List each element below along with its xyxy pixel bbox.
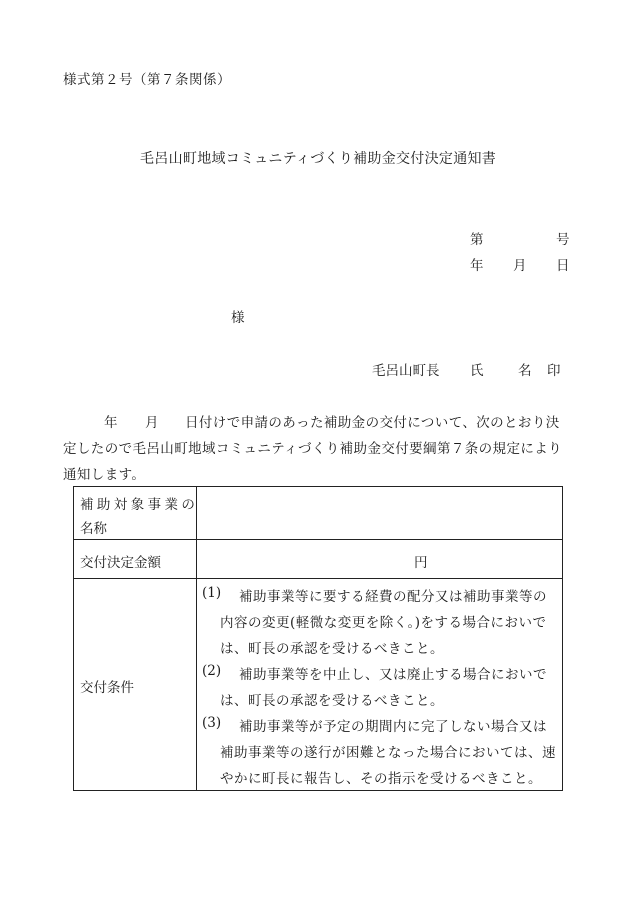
amount-unit: 円 bbox=[414, 555, 428, 571]
body-line-3: 通知します。 bbox=[63, 467, 146, 483]
condition-2-line-1: 補助事業等を中止し、又は廃止する場合においで bbox=[239, 667, 547, 683]
condition-1-number: (1) bbox=[202, 585, 222, 601]
condition-2-line-2: は、町長の承認を受けるべきこと。 bbox=[220, 693, 444, 709]
issuer-name-mei: 名 bbox=[518, 363, 532, 379]
condition-2-number: (2) bbox=[202, 663, 222, 679]
body-year: 年 bbox=[104, 415, 118, 431]
condition-3-line-3: やかに町長に報告し、その指示を受けるべきこと。 bbox=[220, 771, 542, 787]
condition-1-line-3: は、町長の承認を受けるべきこと。 bbox=[220, 641, 444, 657]
issuer-seal: 印 bbox=[547, 363, 561, 379]
grant-decision-table bbox=[73, 486, 563, 791]
body-line-2: 定したので毛呂山町地域コミュニティづくり補助金交付要綱第７条の規定により bbox=[63, 441, 563, 457]
issuer-name-shi: 氏 bbox=[470, 363, 484, 379]
issuer-title: 毛呂山町長 bbox=[372, 363, 440, 379]
condition-1-line-1: 補助事業等に要する経費の配分又は補助事業等の bbox=[239, 589, 547, 605]
condition-3-line-2: 補助事業等の遂行が困難となった場合においては、速 bbox=[220, 745, 556, 761]
table-row-conditions bbox=[74, 579, 562, 790]
project-name-label-line-2: 名称 bbox=[80, 521, 107, 537]
table-row-amount bbox=[74, 540, 562, 579]
condition-3-line-1: 補助事業等が予定の期間内に完了しない場合又は bbox=[239, 719, 547, 735]
body-month: 月 bbox=[145, 415, 159, 431]
addressee-honorific: 様 bbox=[231, 310, 245, 326]
body-line-1: 日付けで申請のあった補助金の交付について、次のとおり決 bbox=[185, 415, 560, 431]
form-number: 様式第２号（第７条関係） bbox=[63, 72, 231, 88]
condition-3-number: (3) bbox=[202, 715, 222, 731]
conditions-label: 交付条件 bbox=[80, 680, 134, 696]
table-row-project-name bbox=[74, 487, 562, 540]
project-name-label-line-1: 補助対象事業の bbox=[80, 497, 199, 513]
document-number-suffix: 号 bbox=[556, 232, 570, 248]
amount-label: 交付決定金額 bbox=[80, 555, 161, 571]
document-number-prefix: 第 bbox=[470, 232, 484, 248]
date-month: 月 bbox=[513, 258, 527, 274]
condition-1-line-2: 内容の変更(軽微な変更を除く。)をする場合においで bbox=[220, 615, 547, 631]
date-day: 日 bbox=[556, 258, 570, 274]
document-title: 毛呂山町地域コミュニティづくり補助金交付決定通知書 bbox=[140, 151, 497, 167]
date-year: 年 bbox=[470, 258, 484, 274]
